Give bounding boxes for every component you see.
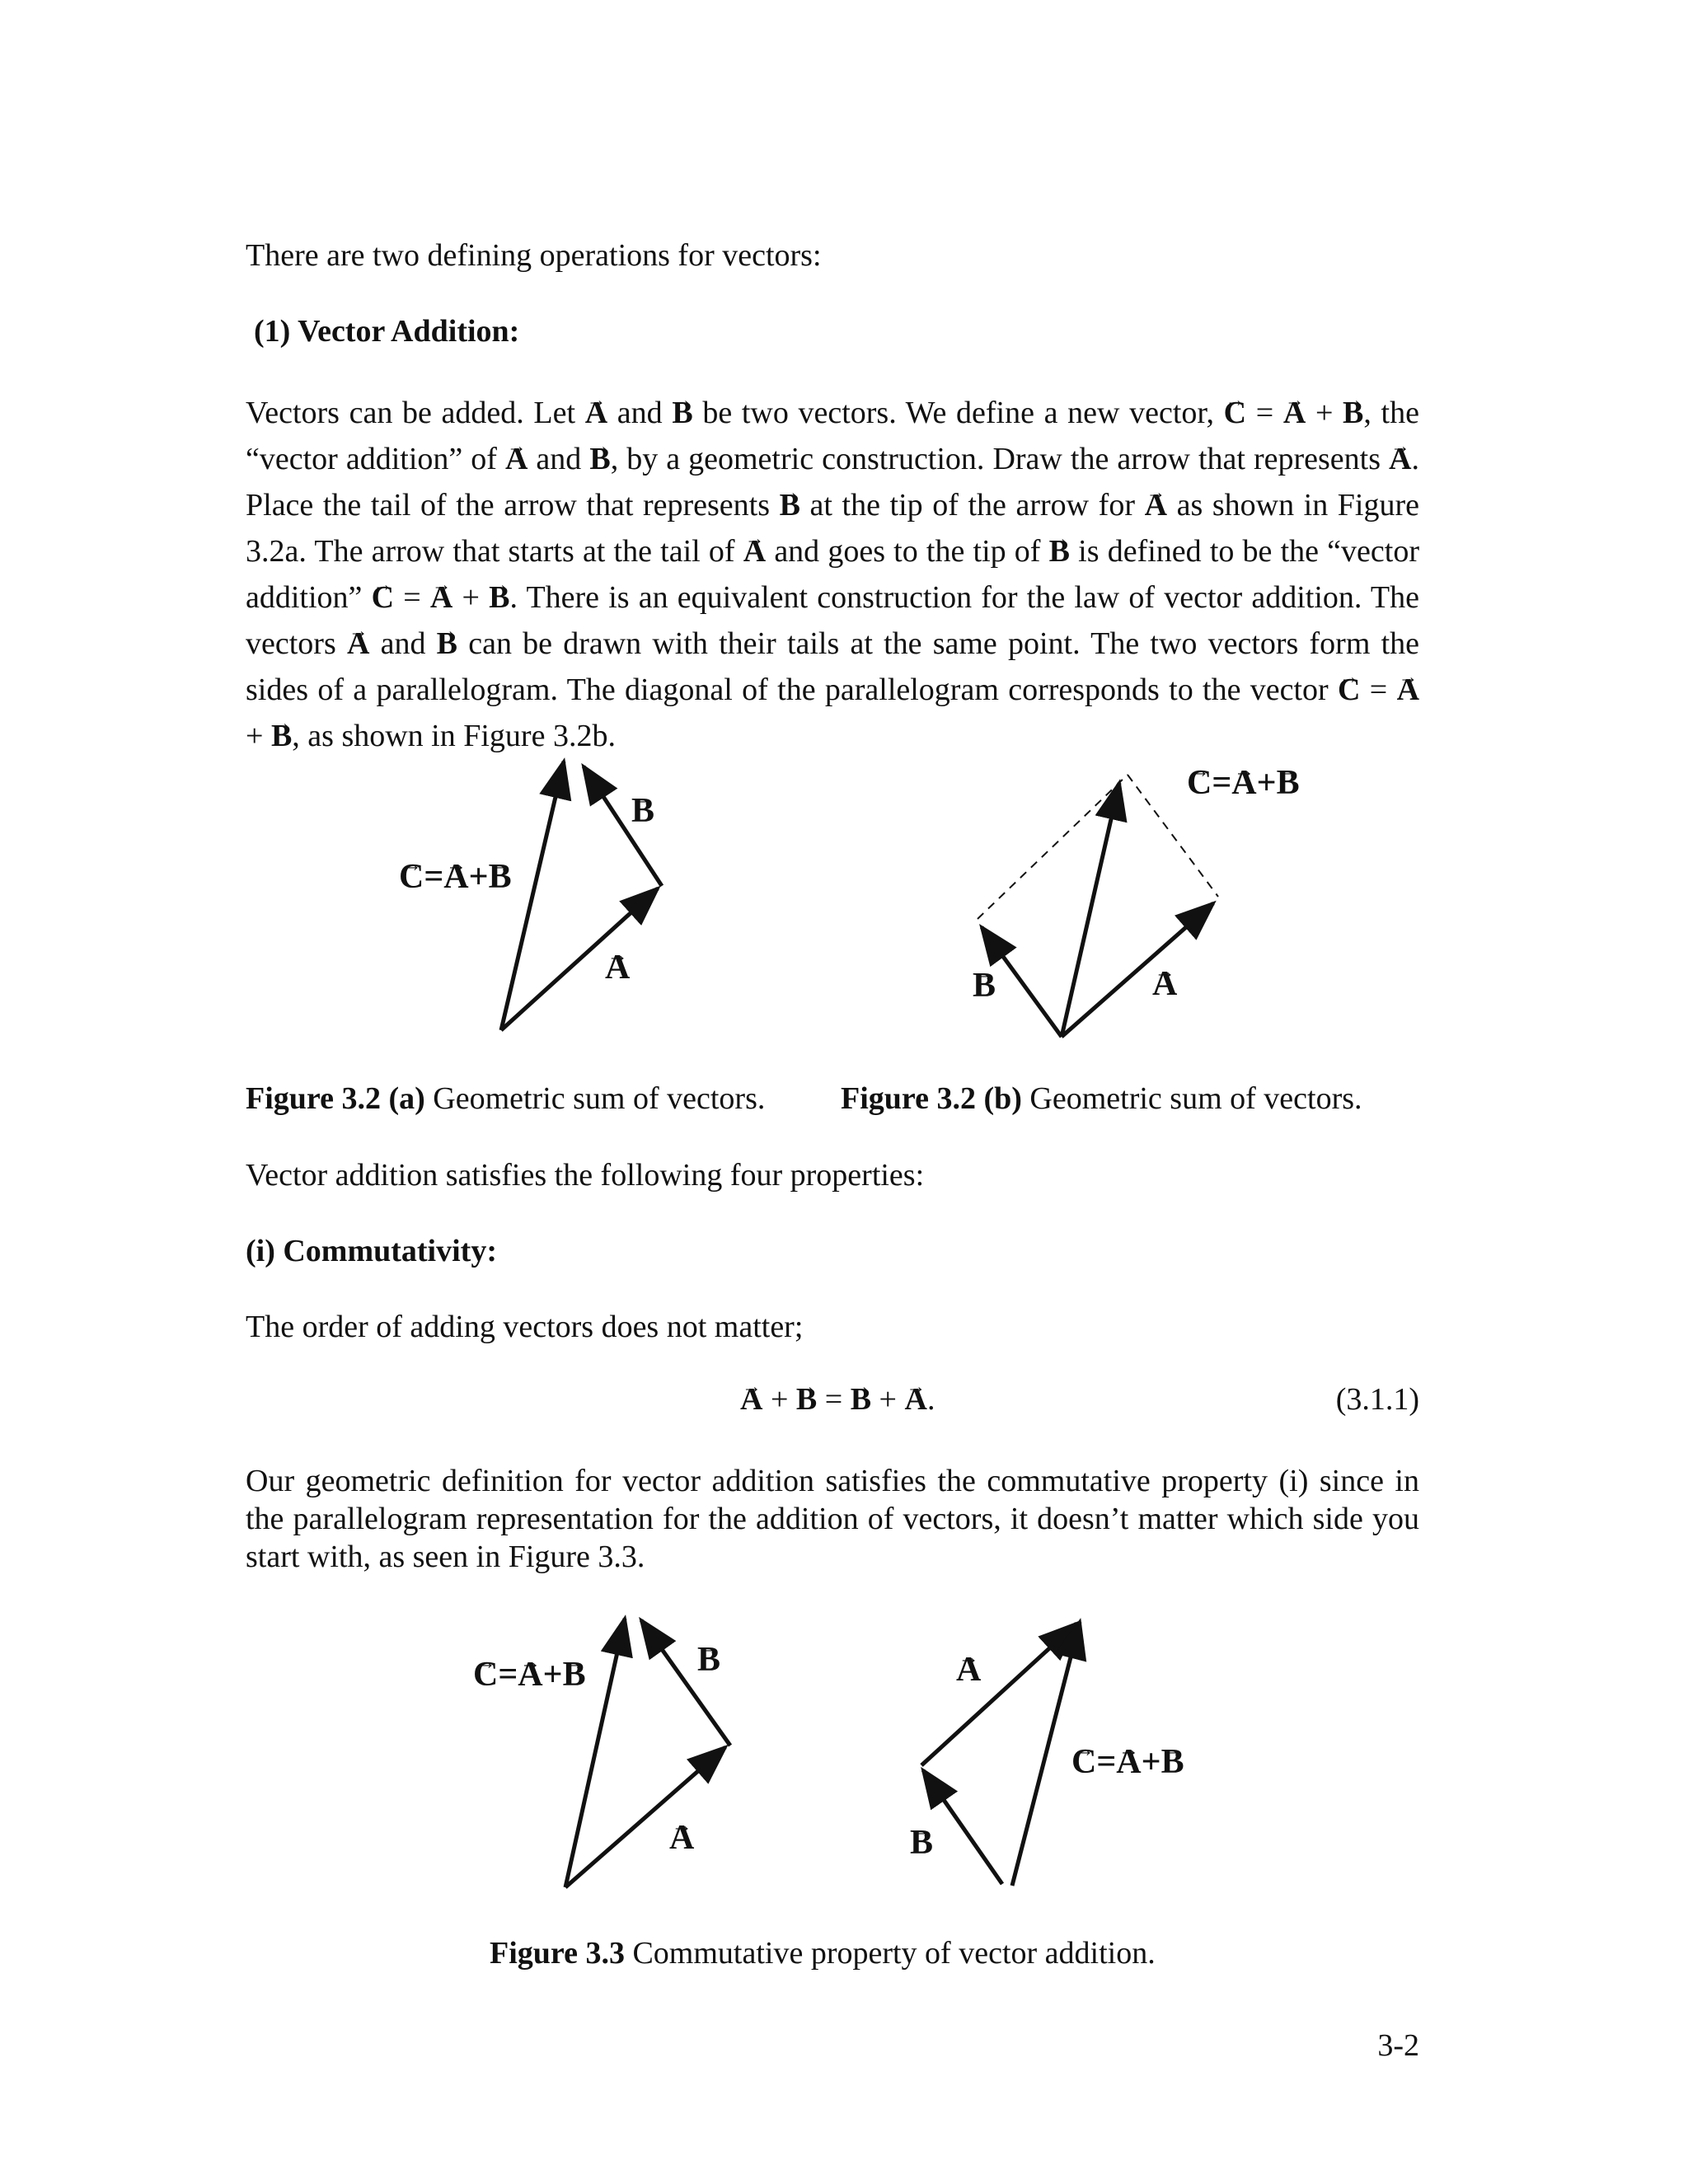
fig33-left-vector-a — [565, 1747, 725, 1887]
vector-addition-paragraph: Vectors can be added. Let → A and → B be two vectors. We define a new vector, → C = → A + → B, the “vector addition” of → A and → B, by a geometric construction. Draw the arrow that represents → A. Place the tail of the arrow that represents → B at the tip of the arrow for → A as shown in Figure 3.2a. The arrow that starts at the tail of → A and goes to the tip of → B is defined to be the “vector addition” → C = → A + → B. There is an equivalent construction for the law of vector addition. The vectors → A and → B can be drawn with their tails at the same point. The two vectors form the sides of a parallelogram. The diagonal of the parallelogram corresponds to the vector → C = → A + → B, as shown in Figure 3.2b. — [246, 390, 1419, 759]
fig32a-label-a: → A — [605, 948, 630, 987]
fig33-right-label-b: → B — [910, 1823, 933, 1863]
fig33-right-vector-c — [1012, 1622, 1080, 1886]
fig32a-label-b: → B — [631, 791, 654, 831]
fig33-left-label-b: → B — [697, 1640, 720, 1680]
fig33-left-label-c: → C=→ A+→ B — [473, 1655, 586, 1694]
fig33-right-vector-a — [921, 1624, 1076, 1765]
fig33-right-vector-b — [923, 1770, 1002, 1884]
figure-3-2a-caption: Figure 3.2 (a) Geometric sum of vectors. — [246, 1081, 766, 1116]
intro-text: There are two defining operations for vectors: — [246, 238, 822, 273]
fig33-left-label-a: → A — [669, 1818, 694, 1858]
fig32b-vector-c — [1062, 783, 1119, 1037]
figure-3-3-diagrams — [246, 1599, 1419, 1896]
fig33-right-label-a: → A — [956, 1650, 981, 1690]
page-number: 3-2 — [1377, 2028, 1419, 2063]
fig32b-label-c: → C=→ A+→ B — [1187, 763, 1300, 803]
document-page — [246, 0, 1419, 2184]
properties-intro-text: Vector addition satisfies the following four properties: — [246, 1158, 925, 1193]
figure-3-3-caption: Figure 3.3 Commutative property of vector addition. — [490, 1936, 1156, 1971]
fig32b-label-b: → B — [973, 966, 996, 1005]
commutativity-heading: (i) Commutativity: — [246, 1234, 497, 1268]
equation-3-1-1: → A + → B = → B + → A. — [740, 1376, 935, 1422]
commutative-explanation-paragraph: Our geometric definition for vector addition satisfies the commutative property (i) since in the parallelogram representation for the addition of vectors, it doesn’t matter which side you start with, as seen in Figure 3.3. — [246, 1464, 1419, 1574]
equation-number: (3.1.1) — [1335, 1382, 1419, 1417]
section-heading-vector-addition: (1) Vector Addition: — [254, 314, 520, 349]
fig33-right-label-c: → C=→ A+→ B — [1071, 1742, 1184, 1782]
fig32a-vector-a — [501, 888, 658, 1030]
fig32b-label-a: → A — [1152, 964, 1177, 1004]
figure-3-2b-caption: Figure 3.2 (b) Geometric sum of vectors. — [841, 1081, 1362, 1116]
figure-3-2a-diagram — [246, 0, 575, 280]
fig32b-vector-a — [1062, 903, 1213, 1037]
commutativity-text: The order of adding vectors does not matter; — [246, 1310, 804, 1344]
fig32a-label-c: → C=→ A+→ B — [399, 857, 512, 897]
